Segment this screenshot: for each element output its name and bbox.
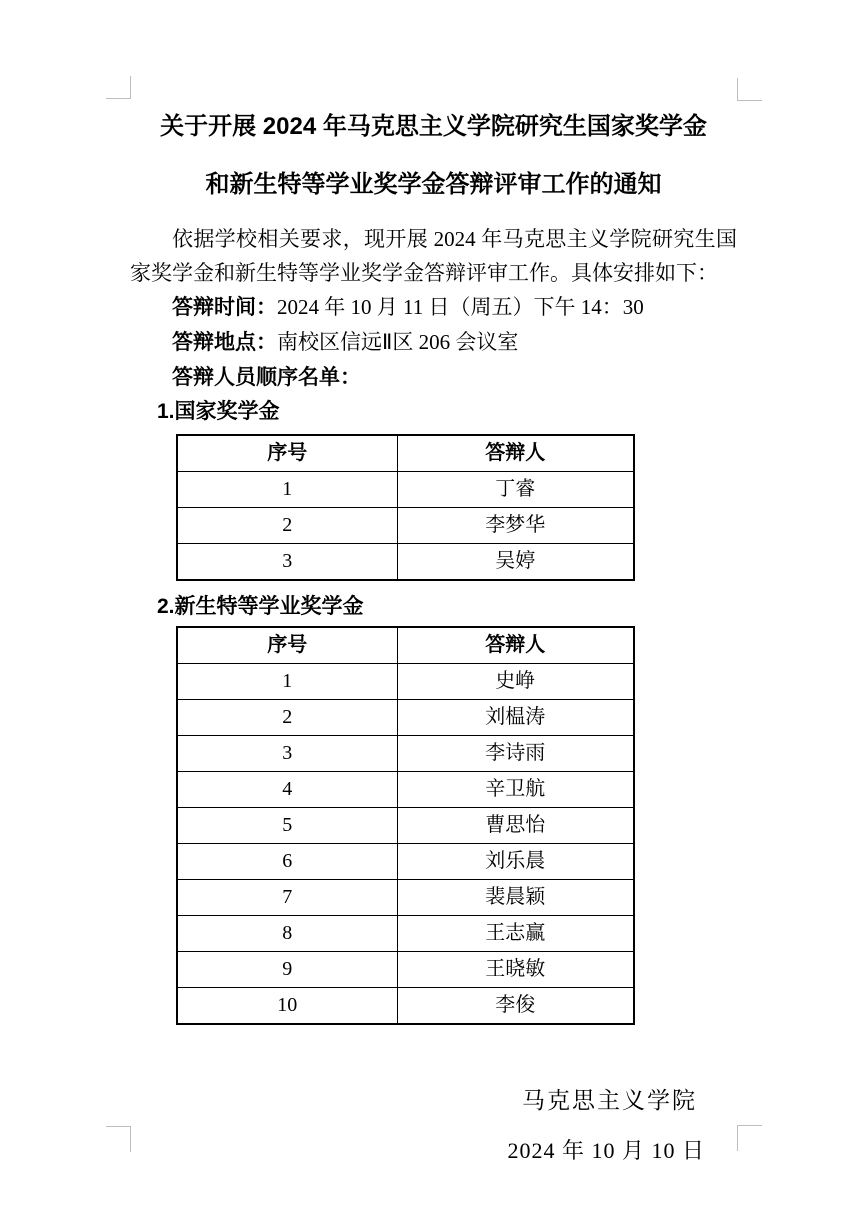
row-number: 10 <box>177 988 397 1025</box>
roster-list-heading: 答辩人员顺序名单： <box>172 366 361 389</box>
row-number: 4 <box>177 772 397 808</box>
table-header-row <box>177 435 634 472</box>
column-header-number: 序号 <box>177 435 397 472</box>
defender-name: 李诗雨 <box>397 736 634 772</box>
table-header-row <box>177 627 634 664</box>
freshman-scholarship-table <box>176 626 635 1025</box>
intro-paragraph: 依据学校相关要求，现开展 2024 年马克思主义学院研究生国家奖学金和新生特等学业奖学金答辩评审工作。具体安排如下： <box>130 227 737 285</box>
row-number: 3 <box>177 736 397 772</box>
crop-mark-bottom-right <box>737 1125 762 1151</box>
crop-mark-bottom-left <box>106 1126 131 1152</box>
table-row <box>177 844 634 880</box>
table-row <box>177 772 634 808</box>
table-row <box>177 664 634 700</box>
defender-name: 李梦华 <box>397 508 634 544</box>
section-2-heading: 2.新生特等学业奖学金 <box>157 595 364 618</box>
table-row <box>177 988 634 1025</box>
signature-org: 马克思主义学院 <box>522 1088 697 1113</box>
table-row <box>177 952 634 988</box>
signature-date: 2024 年 10 月 10 日 <box>507 1138 705 1163</box>
table-row <box>177 508 634 544</box>
defense-time-value: 2024 年 10 月 11 日（周五）下午 14：30 <box>277 295 644 319</box>
defender-name: 裴晨颖 <box>397 880 634 916</box>
table-row <box>177 472 634 508</box>
table-row <box>177 544 634 581</box>
defender-name: 刘乐晨 <box>397 844 634 880</box>
row-number: 3 <box>177 544 397 581</box>
row-number: 8 <box>177 916 397 952</box>
table-row <box>177 700 634 736</box>
document-content <box>130 98 737 1165</box>
defender-name: 丁睿 <box>397 472 634 508</box>
row-number: 9 <box>177 952 397 988</box>
crop-mark-top-left <box>106 76 131 99</box>
defense-time-line <box>130 290 737 325</box>
defender-name: 曹思怡 <box>397 808 634 844</box>
document-title-line-2: 和新生特等学业奖学金答辩评审工作的通知 <box>205 171 662 198</box>
row-number: 7 <box>177 880 397 916</box>
row-number: 2 <box>177 700 397 736</box>
table-row <box>177 808 634 844</box>
defense-place-value: 南校区信远Ⅱ区 206 会议室 <box>277 330 519 354</box>
national-scholarship-table <box>176 434 635 581</box>
table-row <box>177 880 634 916</box>
defender-name: 吴婷 <box>397 544 634 581</box>
column-header-number: 序号 <box>177 627 397 664</box>
defender-name: 王志赢 <box>397 916 634 952</box>
row-number: 1 <box>177 472 397 508</box>
crop-mark-top-right <box>737 78 762 101</box>
document-title-line-1: 关于开展 2024 年马克思主义学院研究生国家奖学金 <box>160 113 707 140</box>
row-number: 1 <box>177 664 397 700</box>
defense-place-line <box>130 325 737 360</box>
table-row <box>177 916 634 952</box>
table-row <box>177 736 634 772</box>
defender-name: 史峥 <box>397 664 634 700</box>
defense-time-label: 答辩时间： <box>172 296 277 319</box>
row-number: 6 <box>177 844 397 880</box>
column-header-defender: 答辩人 <box>397 435 634 472</box>
defense-place-label: 答辩地点： <box>172 331 277 354</box>
row-number: 2 <box>177 508 397 544</box>
defender-name: 辛卫航 <box>397 772 634 808</box>
defender-name: 王晓敏 <box>397 952 634 988</box>
defender-name: 刘榅涛 <box>397 700 634 736</box>
section-1-heading: 1.国家奖学金 <box>157 400 280 423</box>
column-header-defender: 答辩人 <box>397 627 634 664</box>
defender-name: 李俊 <box>397 988 634 1025</box>
row-number: 5 <box>177 808 397 844</box>
